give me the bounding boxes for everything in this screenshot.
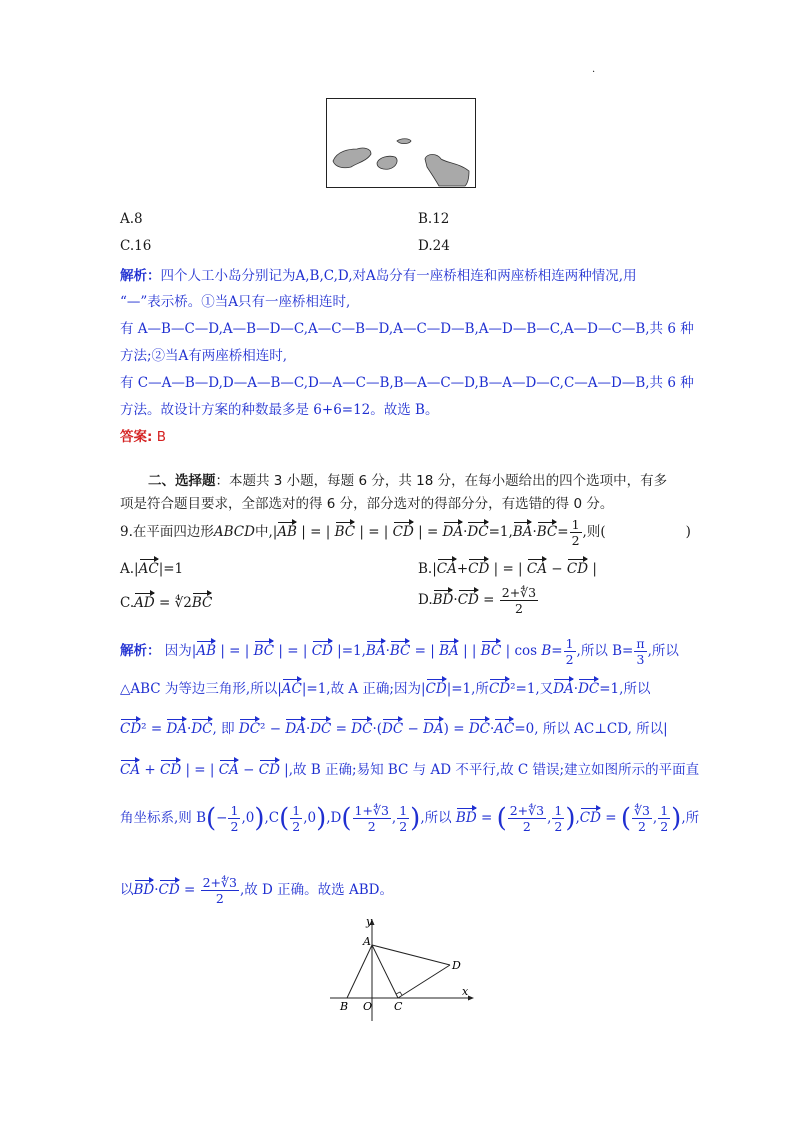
stem-close: ): [685, 524, 691, 540]
vec-cd-d: CD: [458, 588, 479, 608]
vec-bc: BC: [335, 520, 356, 540]
stem-eq2: =: [557, 524, 569, 540]
n: 1: [399, 803, 408, 818]
stem-then: ,则(: [582, 524, 606, 540]
vec-ad: AD: [134, 591, 155, 611]
n: 1: [554, 803, 563, 818]
coordinate-figure: [325, 915, 475, 1025]
t: △ABC 为等边三角形,所以|: [120, 681, 282, 697]
t: ,故 B 正确;易知 BC 与 AD 不平行,故 C 错误;建立如图所示的平面直: [288, 762, 700, 778]
t: 因为|: [164, 643, 197, 659]
t: B=: [541, 643, 563, 659]
solution-label: 解析：: [120, 268, 161, 284]
frac: [397, 803, 409, 834]
t: 以: [120, 882, 134, 898]
frac: [353, 803, 391, 834]
vec-ba: BA: [513, 520, 533, 540]
d: 2: [637, 819, 646, 834]
opt-c-coef: ∜2: [174, 595, 192, 611]
vec-ab: AB: [277, 520, 297, 540]
opt-d-prefix: D.: [418, 592, 433, 608]
d: 3: [636, 652, 645, 667]
frac-half: [570, 517, 582, 548]
vec-bc: BC: [390, 639, 411, 659]
sol9-line-5: 角坐标系,则 B(− $\frac{1}{2}$ ,0),C( $\frac{1}{2}$ ,0),D( $\frac{1+∜3}{2}$ , $\frac{1}{2}$ ),所以 BD = ( $\frac{2+∜3}{2}$ , $\frac{1}{2}$ ),CD = ( $\frac{∜3}{2}$ , $\frac{1}{2}$ ),所: [120, 803, 700, 834]
vec-ba: BA: [439, 639, 459, 659]
t: =0, 所以 AC⊥CD, 所以|: [514, 721, 668, 737]
vec-bc: BC: [481, 639, 502, 659]
q8-solution-line-4: 方法;②当A有两座桥相连时,: [120, 348, 288, 364]
d: 2: [215, 891, 224, 906]
opt-a-prefix: A.|: [120, 561, 139, 577]
island-4: [425, 155, 469, 187]
opt-c-prefix: C.: [120, 595, 135, 611]
label-a: A: [363, 935, 371, 948]
frac-den: 2: [571, 533, 580, 548]
right-angle-mark: [396, 992, 402, 995]
frac: [290, 803, 302, 834]
vec-da: DA: [166, 717, 187, 737]
t: ,D: [326, 810, 342, 826]
t: =1,所以: [599, 681, 651, 697]
vec-cd: CD: [580, 806, 601, 826]
n: 2+∜3: [509, 803, 545, 818]
q9-option-c: C.AD = ∜2BC: [120, 591, 212, 611]
stem-name: ABCD: [213, 524, 255, 540]
option-d: D.24: [418, 238, 450, 254]
n: 1: [660, 803, 669, 818]
vec-da: DA: [423, 717, 444, 737]
q8-solution-line-1: [120, 264, 637, 284]
vec-ba: BA: [366, 639, 386, 659]
vec-cd: CD: [120, 717, 141, 737]
vec-cd-b: CD: [468, 557, 489, 577]
vec-da: DA: [443, 520, 464, 540]
d: 2: [292, 819, 301, 834]
q8-solution-line-2: “—”表示桥。①当A只有一座桥相连时,: [120, 294, 351, 310]
answer-value: B: [156, 429, 166, 445]
q8-solution-line-6: 方法。故设计方案的种数最多是 6+6=12。故选 B。: [120, 402, 439, 418]
vec-cd-b2: CD: [567, 557, 588, 577]
vec-ac: AC: [139, 557, 159, 577]
island-map: [327, 99, 475, 187]
segment-cd: [398, 965, 450, 998]
frac-opt-d: [500, 585, 538, 616]
solution-label: 解析：: [120, 643, 161, 659]
vec-ac: AC: [282, 677, 302, 697]
vec-ca-2: CA: [527, 557, 547, 577]
vec-cd: CD: [489, 677, 510, 697]
d: 2: [230, 819, 239, 834]
vec-dc: DC: [310, 717, 331, 737]
section-2-line-1: [148, 469, 667, 489]
d: 2: [522, 819, 531, 834]
q8-solution-line-3: 有 A—B—C—D,A—B—D—C,A—C—B—D,A—C—D—B,A—D—B—C,A—D—C—B,共 6 种: [120, 321, 694, 337]
t: ,C: [264, 810, 280, 826]
vec-dc: DC: [467, 520, 488, 540]
frac: [552, 803, 564, 834]
d: 2: [399, 819, 408, 834]
island-map-figure: [326, 98, 476, 188]
n: 1: [565, 636, 574, 651]
sol9-line-1: 解析： 因为|AB | = | BC | = | CD |=1,BA·BC = | BA | | BC | cos B= $\frac{1}{2}$ ,所以 B= $\frac{\pi}{3}$ ,所以: [120, 636, 679, 667]
vec-bd: BD: [456, 806, 477, 826]
n: 1+∜3: [354, 803, 389, 818]
label-c: C: [394, 1000, 403, 1013]
page-dot: .: [592, 64, 596, 75]
t: =1,: [341, 643, 366, 659]
t: 角坐标系,则 B: [120, 810, 207, 826]
q9-option-a: [120, 557, 183, 577]
x-axis-arrow: [468, 996, 474, 1001]
d: 2: [660, 819, 669, 834]
n: π: [636, 636, 645, 651]
vec-dc: DC: [382, 717, 403, 737]
t: 0: [245, 810, 255, 826]
vec-ca: CA: [120, 758, 140, 778]
vec-cd: CD: [426, 677, 447, 697]
option-b: B.12: [418, 211, 450, 227]
t: 即: [221, 721, 235, 737]
vec-bc-2: BC: [537, 520, 558, 540]
vec-bd: BD: [433, 588, 454, 608]
vec-dc: DC: [191, 717, 212, 737]
n: ∜3: [634, 803, 650, 818]
vec-bc-c: BC: [192, 591, 213, 611]
t: ,所以: [647, 643, 679, 659]
frac: [564, 636, 576, 667]
sol9-line-2: △ABC 为等边三角形,所以|AC|=1,故 A 正确;因为|CD|=1,所CD²=1,又DA·DC=1,所以: [120, 677, 650, 697]
n: 1: [292, 803, 301, 818]
frac: [201, 875, 239, 906]
opt-a-suffix: |=1: [158, 561, 184, 577]
t: |=1,所: [446, 681, 489, 697]
option-a: A.8: [120, 211, 143, 227]
q9-stem: 9.在平面四边形ABCD中,|AB | = | BC | = | CD | = DA·DC=1,BA·BC= $\frac{1}{2}$ ,则( ): [120, 517, 691, 548]
n: 1: [230, 803, 239, 818]
label-x: x: [462, 985, 469, 998]
d: 2: [367, 819, 376, 834]
label-b: B: [340, 1000, 349, 1013]
section-desc-1: ：本题共 3 小题，每题 6 分，共 18 分，在每小题给出的四个选项中，有多: [215, 473, 668, 489]
sol9-line-6: 以BD·CD = $\frac{2+∜3}{2}$ ,故 D 正确。故选 ABD。: [120, 875, 393, 906]
solution-text: 四个人工小岛分别记为A,B,C,D,对A岛分有一座桥相连和两座桥相连两种情况,用: [160, 268, 637, 284]
section-title: 二、选择题: [148, 473, 216, 489]
label-y: y: [366, 915, 373, 928]
d: 2: [554, 819, 563, 834]
frac: [632, 803, 652, 834]
vec-ca: CA: [437, 557, 457, 577]
t: =1,又: [515, 681, 554, 697]
stem-prefix: 9.在平面四边形: [120, 524, 214, 540]
island-1: [333, 148, 371, 168]
q8-answer: [120, 425, 166, 445]
q8-solution-line-5: 有 C—A—B—D,D—A—B—C,D—A—C—B,B—A—C—D,B—A—D—C,C—A—D—B,共 6 种: [120, 375, 694, 391]
frac-den: 2: [514, 601, 523, 616]
island-3: [397, 139, 411, 144]
segment-ba: [347, 945, 372, 998]
q9-option-d: D.BD·CD = $\frac{2+∜3}{2}$: [418, 585, 537, 616]
vec-da: DA: [553, 677, 574, 697]
frac: [658, 803, 670, 834]
t: −: [216, 810, 228, 826]
stem-eq1: =1,: [488, 524, 513, 540]
vec-cd: CD: [160, 758, 181, 778]
t: cos: [514, 643, 538, 659]
answer-label: 答案:: [120, 429, 153, 445]
vec-bd: BD: [134, 878, 155, 898]
frac-num: 2+∜3: [501, 585, 537, 600]
t: ,故 D 正确。故选 ABD。: [239, 882, 393, 898]
segment-ac: [372, 945, 398, 998]
sol9-line-3: CD² = DA·DC, 即 DC² − DA·DC = DC·(DC − DA) = DC·AC=0, 所以 AC⊥CD, 所以|: [120, 717, 668, 737]
section-2-line-2: 项是符合题目要求，全部选对的得 6 分，部分选对的得部分分，有选错的得 0 分。: [120, 496, 614, 512]
label-d: D: [452, 959, 461, 972]
segment-ad: [372, 945, 450, 965]
vec-cd: CD: [312, 639, 333, 659]
d: 2: [565, 652, 574, 667]
vec-ca: CA: [219, 758, 239, 778]
vec-bc: BC: [254, 639, 275, 659]
t: ,所以: [420, 810, 452, 826]
q9-option-b: B.|CA+CD | = | CA − CD |: [418, 557, 597, 577]
vec-dc: DC: [469, 717, 490, 737]
t: ,所: [681, 810, 700, 826]
vec-cd: CD: [259, 758, 280, 778]
option-c: C.16: [120, 238, 152, 254]
opt-b-prefix: B.|: [418, 561, 437, 577]
vec-ab: AB: [196, 639, 216, 659]
frac: [228, 803, 240, 834]
frac-num: 1: [571, 517, 580, 532]
vec-da: DA: [285, 717, 306, 737]
t: ,所以 B=: [576, 643, 634, 659]
sol9-line-4: CA + CD | = | CA − CD |,故 B 正确;易知 BC 与 AD 不平行,故 C 错误;建立如图所示的平面直: [120, 758, 699, 778]
stem-mid: 中,|: [254, 524, 278, 540]
vec-cd: CD: [393, 520, 414, 540]
vec-ac: AC: [494, 717, 514, 737]
frac: [508, 803, 546, 834]
vec-dc: DC: [351, 717, 372, 737]
t: |=1,故 A 正确;因为|: [301, 681, 426, 697]
label-o: O: [363, 1000, 373, 1013]
island-2: [377, 156, 397, 169]
vec-cd: CD: [159, 878, 180, 898]
n: 2+∜3: [202, 875, 237, 890]
vec-dc: DC: [239, 717, 260, 737]
frac-pi3: [634, 636, 646, 667]
vec-dc: DC: [578, 677, 599, 697]
t: 0: [307, 810, 317, 826]
